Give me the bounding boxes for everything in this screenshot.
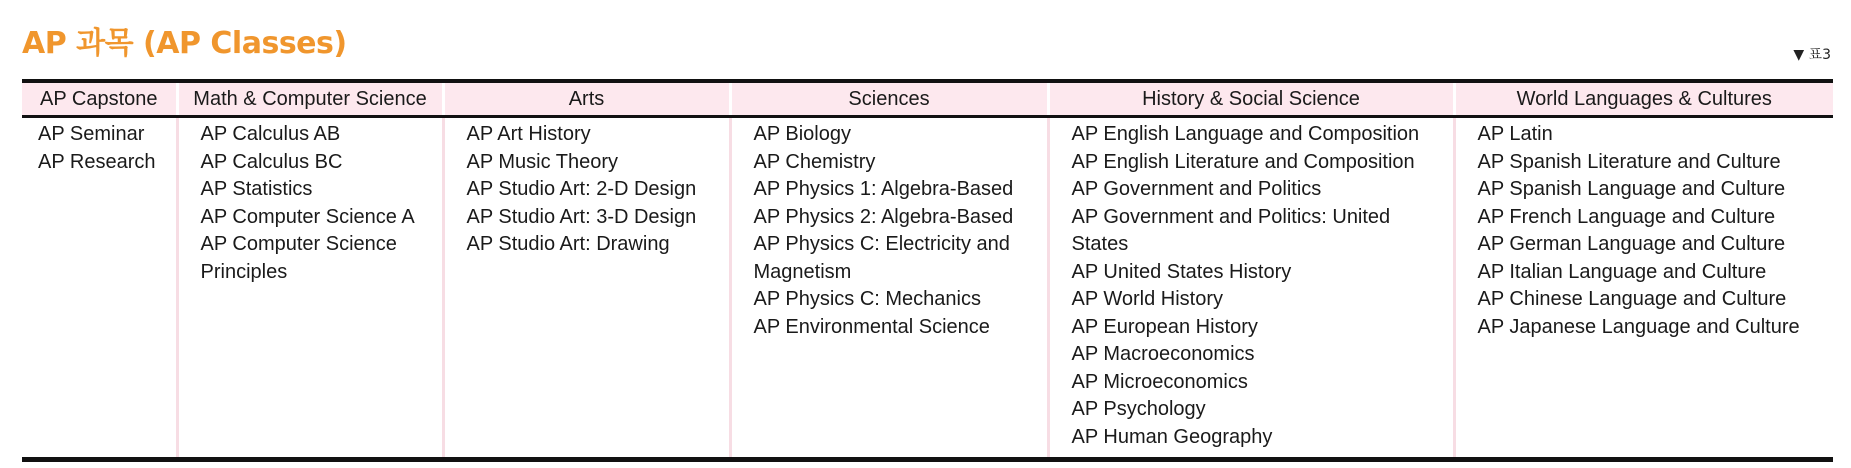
header-ap-capstone: AP Capstone	[22, 81, 177, 117]
header-history-social-science: History & Social Science	[1048, 81, 1454, 117]
list-item: AP Spanish Literature and Culture	[1477, 150, 1781, 173]
list-item: AP Studio Art: 2-D Design	[466, 178, 697, 200]
table-label: ▼ 표3	[1793, 47, 1831, 63]
list-item: AP Statistics	[200, 178, 313, 200]
list-item: AP Environmental Science	[753, 315, 990, 338]
list-item: AP English Literature and Composition	[1071, 150, 1415, 173]
list-item: AP Psychology	[1071, 398, 1206, 420]
header-arts: Arts	[443, 81, 730, 117]
list-item: AP Computer Science A	[200, 205, 415, 228]
list-item: AP Spanish Language and Culture	[1477, 178, 1786, 200]
header-math-computer-science: Math & Computer Science	[177, 81, 443, 117]
list-item: AP Chemistry	[753, 150, 876, 173]
list-item: AP World History	[1071, 288, 1224, 310]
cell-arts	[443, 117, 730, 460]
list-item: AP Music Theory	[466, 150, 619, 173]
list-item: AP Microeconomics	[1071, 370, 1248, 393]
table-body-row	[22, 117, 1833, 460]
cell-world-languages-cultures	[1454, 117, 1833, 460]
list-item: AP Biology	[753, 123, 851, 145]
header-sciences: Sciences	[730, 81, 1048, 117]
cell-history-social-science	[1048, 117, 1454, 460]
list-item: AP English Language and Composition	[1071, 123, 1420, 145]
list-item: AP Human Geography	[1071, 425, 1273, 448]
table-header-row	[22, 81, 1833, 117]
list-item: AP Physics 1: Algebra-Based	[753, 178, 1014, 200]
list-item: AP Physics C: Electricity and Magnetism	[753, 233, 1010, 283]
list-item: AP Italian Language and Culture	[1477, 260, 1767, 283]
header-world-languages-cultures: World Languages & Cultures	[1454, 81, 1833, 117]
list-item: AP Latin	[1477, 123, 1553, 145]
list-item: AP Studio Art: 3-D Design	[466, 205, 697, 228]
list-item: AP Japanese Language and Culture	[1477, 315, 1800, 338]
list-item: AP Calculus AB	[200, 123, 341, 145]
cell-sciences	[730, 117, 1048, 460]
list-item: AP Physics 2: Algebra-Based	[753, 205, 1014, 228]
list-item: AP Research	[38, 150, 156, 173]
list-item: AP Macroeconomics	[1071, 343, 1255, 365]
list-item: AP Physics C: Mechanics	[753, 288, 981, 310]
ap-classes-table	[22, 79, 1833, 462]
page-title: AP 과목 (AP Classes)	[22, 26, 347, 61]
list-item: AP Studio Art: Drawing	[466, 233, 670, 255]
list-item: AP United States History	[1071, 260, 1292, 283]
cell-ap-capstone	[22, 117, 177, 460]
list-item: AP Chinese Language and Culture	[1477, 288, 1787, 310]
list-item: AP German Language and Culture	[1477, 233, 1786, 255]
list-item: AP Computer Science Principles	[200, 233, 397, 283]
list-item: AP Seminar	[38, 123, 145, 145]
list-item: AP Government and Politics: United States	[1071, 205, 1391, 255]
list-item: AP European History	[1071, 315, 1258, 338]
list-item: AP Calculus BC	[200, 150, 343, 173]
cell-math-computer-science	[177, 117, 443, 460]
list-item: AP French Language and Culture	[1477, 205, 1776, 228]
list-item: AP Art History	[466, 123, 591, 145]
list-item: AP Government and Politics	[1071, 178, 1322, 200]
ap-classes-table-wrapper	[22, 79, 1833, 462]
